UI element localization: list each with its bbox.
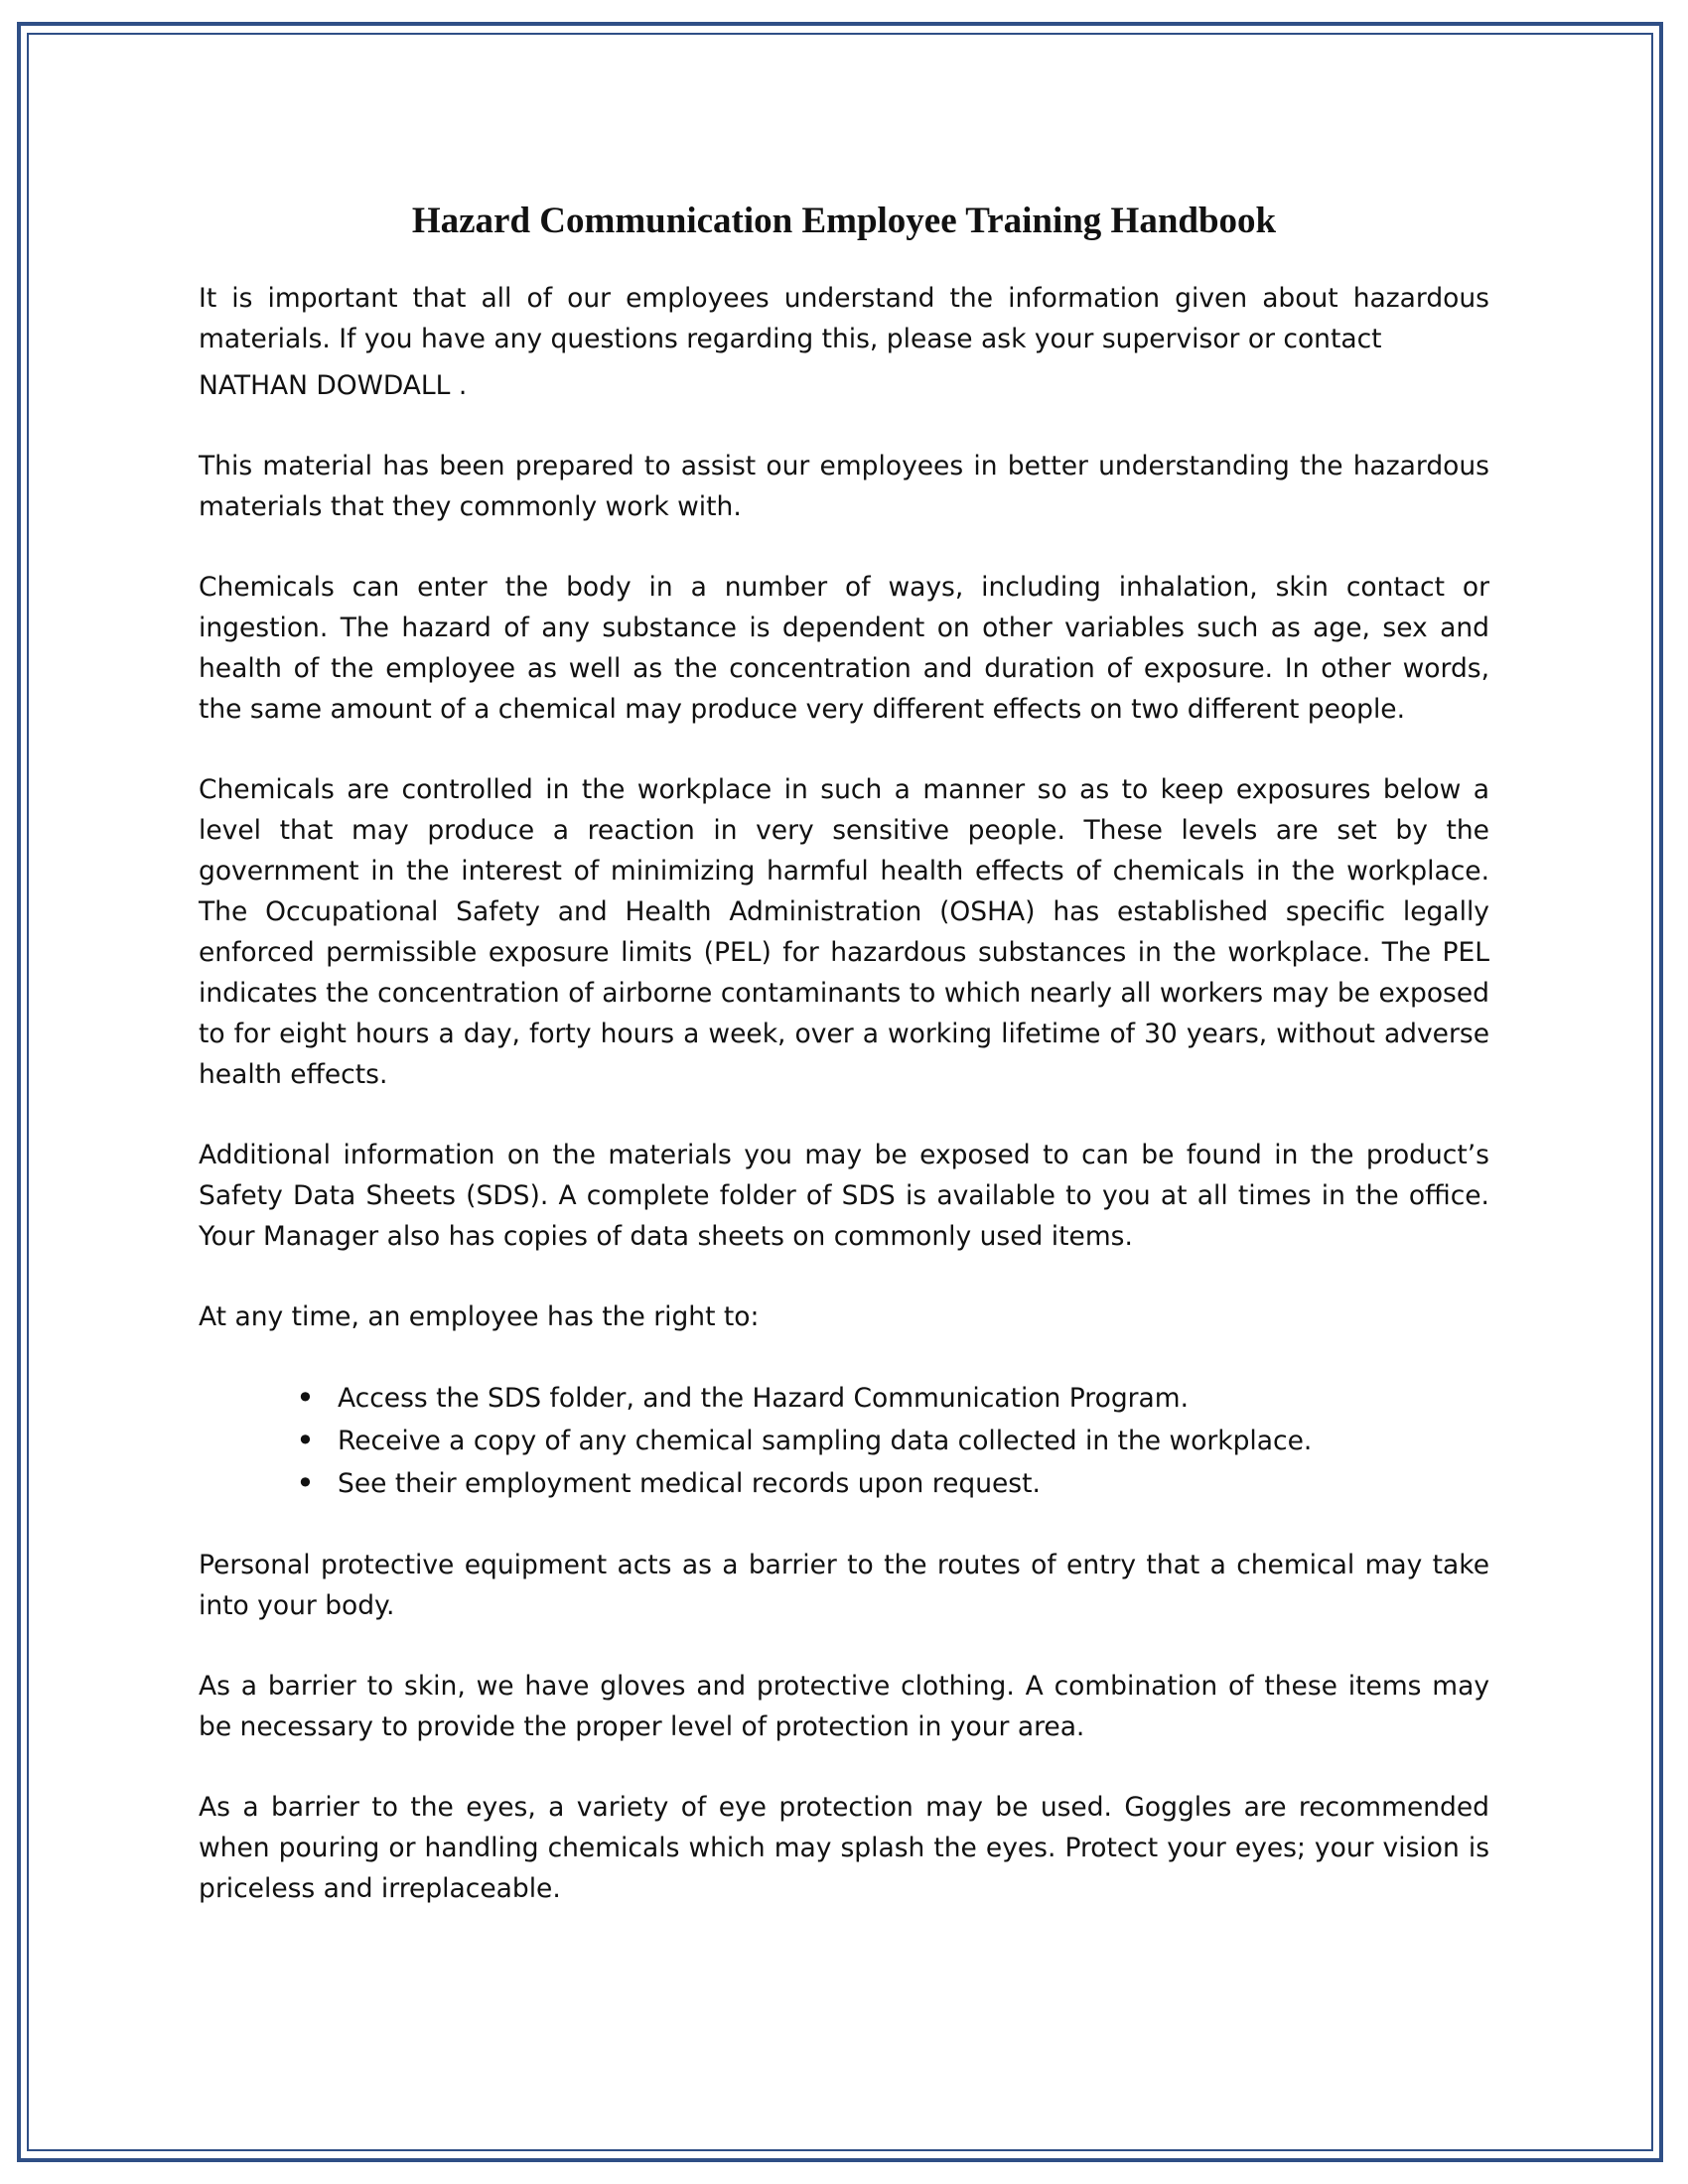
- list-item-rights-sds: • Access the SDS folder, and the Hazard Communication Program.: [199, 1377, 1489, 1420]
- paragraph-sds-info: Additional information on the materials you may be exposed to can be found in the product’s Safety Data Sheets (SDS). A complete folder of SDS is available to you at all times in the office. Your Manager also has copies of data sheets on commonly used items.: [199, 1140, 1489, 1252]
- rights-list: [199, 1377, 1489, 1505]
- list-item-rights-sampling: • Receive a copy of any chemical sampling data collected in the workplace.: [199, 1420, 1489, 1462]
- list-item-rights-medical: • See their employment medical records upon request.: [199, 1462, 1489, 1505]
- document-body: [199, 194, 1489, 1949]
- paragraph-ppe: Personal protective equipment acts as a barrier to the routes of entry that a chemical may take into your body.: [199, 1550, 1489, 1621]
- paragraph-rights-intro: At any time, an employee has the right to:: [199, 1301, 760, 1332]
- paragraph-purpose: This material has been prepared to assist our employees in better understanding the hazardous materials that they commonly work with.: [199, 451, 1489, 522]
- document-title: Hazard Communication Employee Training Handbook: [411, 201, 1277, 241]
- intro-text: It is important that all of our employees understand the information given about hazardous materials. If you have any questions regarding this, please ask your supervisor or contact: [199, 283, 1489, 354]
- paragraph-exposure-limits: Chemicals are controlled in the workplace in such a manner so as to keep exposures below a level that may produce a reaction in very sensitive people. These levels are set by the government in the interest of minimizing harmful health effects of chemicals in the workplace. The Occupational Safety and Health Administration (OSHA) has established specific legally enforced permissible exposure limits (PEL) for hazardous substances in the workplace. The PEL indicates the concentration of airborne contaminants to which nearly all workers may be exposed to for eight hours a day, forty hours a week, over a working lifetime of 30 years, without adverse health effects.: [199, 774, 1489, 1090]
- intro-paragraph: [199, 278, 1489, 406]
- paragraph-routes-of-entry: Chemicals can enter the body in a number of ways, including inhalation, skin contact or ingestion. The hazard of any substance is dependent on other variables such as age, sex and health of the employee as well as the concentration and duration of exposure. In other words, the same amount of a chemical may produce very different effects on two different people.: [199, 572, 1489, 725]
- contact-name: NATHAN DOWDALL .: [199, 370, 468, 401]
- paragraph-skin-barrier: As a barrier to skin, we have gloves and protective clothing. A combination of these items may be necessary to provide the proper level of protection in your area.: [199, 1671, 1489, 1742]
- paragraph-eye-barrier: As a barrier to the eyes, a variety of eye protection may be used. Goggles are recommended when pouring or handling chemicals which may splash the eyes. Protect your eyes; your vision is priceless and irreplaceable.: [199, 1792, 1489, 1904]
